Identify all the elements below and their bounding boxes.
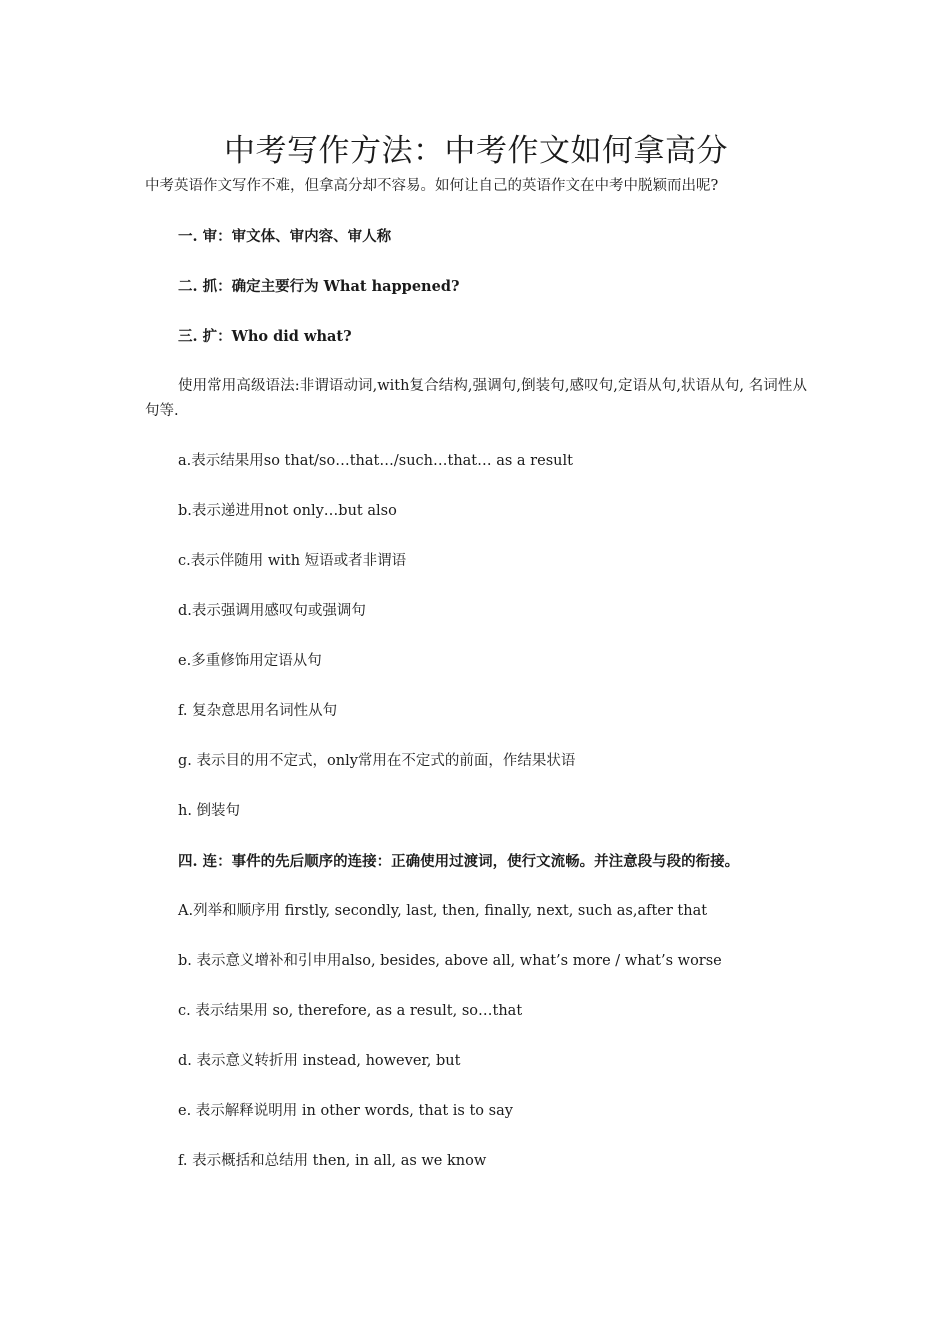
list-item-h: h. 倒装句 <box>178 803 241 819</box>
list-item-c: c.表示伴随用 with 短语或者非谓语 <box>178 553 407 569</box>
transition-item-a: A.列举和顺序用 firstly, secondly, last, then, finally, next, such as,after that <box>178 903 708 919</box>
document-page <box>145 128 807 1174</box>
transition-item-f: f. 表示概括和总结用 then, in all, as we know <box>178 1153 487 1169</box>
document-title: 中考写作方法：中考作文如何拿高分 <box>224 133 728 169</box>
list-item-a: a.表示结果用so that/so…that…/such…that… as a result <box>178 453 573 469</box>
transition-item-d: d. 表示意义转折用 instead, however, but <box>178 1053 461 1069</box>
transition-item-c: c. 表示结果用 so, therefore, as a result, so…that <box>178 1003 523 1019</box>
transition-item-e: e. 表示解释说明用 in other words, that is to say <box>178 1103 513 1119</box>
section-heading-3: 三. 扩：Who did what? <box>178 328 352 345</box>
list-item-e: e.多重修饰用定语从句 <box>178 653 322 669</box>
transition-item-b: b. 表示意义增补和引申用also, besides, above all, what’s more / what’s worse <box>178 953 722 969</box>
section-heading-4: 四. 连：事件的先后顺序的连接：正确使用过渡词，使行文流畅。并注意段与段的衔接。 <box>178 853 740 870</box>
list-item-d: d.表示强调用感叹句或强调句 <box>178 603 366 619</box>
list-item-f: f. 复杂意思用名词性从句 <box>178 703 338 719</box>
grammar-paragraph: 使用常用高级语法:非谓语动词,with复合结构,强调句,倒装句,感叹句,定语从句,状语从句, 名词性从句等. <box>145 378 807 419</box>
section-heading-1: 一. 审：审文体、审内容、审人称 <box>178 228 392 245</box>
list-item-b: b.表示递进用not only…but also <box>178 503 397 519</box>
intro-paragraph: 中考英语作文写作不难，但拿高分却不容易。如何让自己的英语作文在中考中脱颖而出呢? <box>145 178 719 194</box>
section-heading-2: 二. 抓：确定主要行为 What happened? <box>178 278 460 295</box>
list-item-g: g. 表示目的用不定式，only常用在不定式的前面，作结果状语 <box>178 753 576 769</box>
